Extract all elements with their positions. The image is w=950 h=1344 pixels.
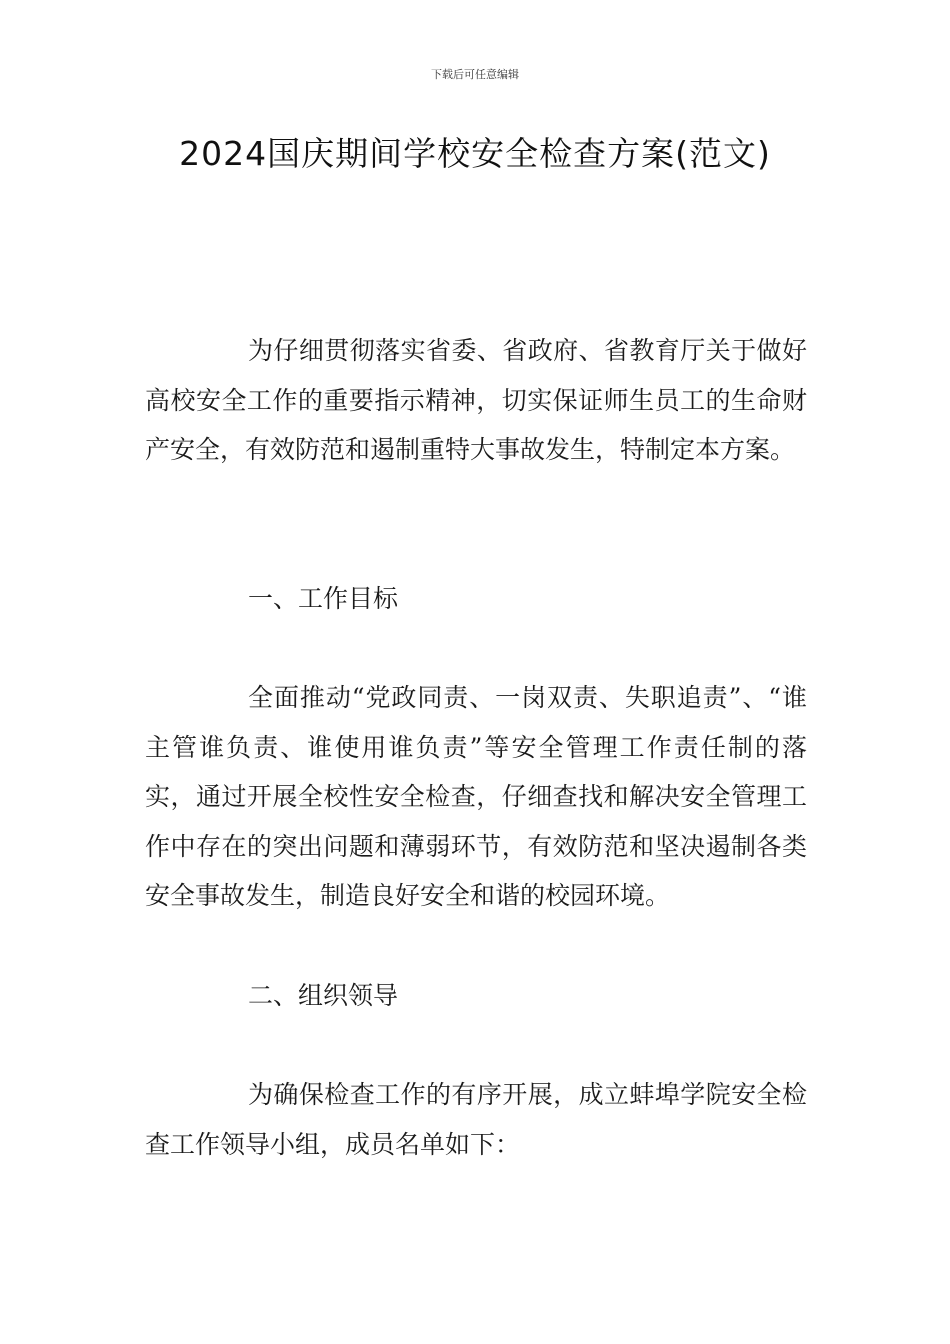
work-goals-paragraph: 全面推动“党政同责、一岗双责、失职追责”、“谁主管谁负责、谁使用谁负责”等安全管理工作责任制的落实，通过开展全校性安全检查，仔细查找和解决安全管理工作中存在的突出问题和薄弱环节，有效防范和坚决遏制各类安全事故发生，制造良好安全和谐的校园环境。 (145, 683, 807, 910)
organization-paragraph: 为确保检查工作的有序开展，成立蚌埠学院安全检查工作领导小组，成员名单如下： (145, 1080, 807, 1159)
header-note: 下载后可任意编辑 (431, 68, 519, 81)
intro-paragraph: 为仔细贯彻落实省委、省政府、省教育厅关于做好高校安全工作的重要指示精神，切实保证师生员工的生命财产安全，有效防范和遏制重特大事故发生，特制定本方案。 (145, 336, 807, 464)
section-heading-work-goals: 一、工作目标 (248, 584, 399, 613)
document-title: 2024国庆期间学校安全检查方案(范文) (179, 134, 771, 173)
section-heading-organization: 二、组织领导 (248, 981, 399, 1010)
